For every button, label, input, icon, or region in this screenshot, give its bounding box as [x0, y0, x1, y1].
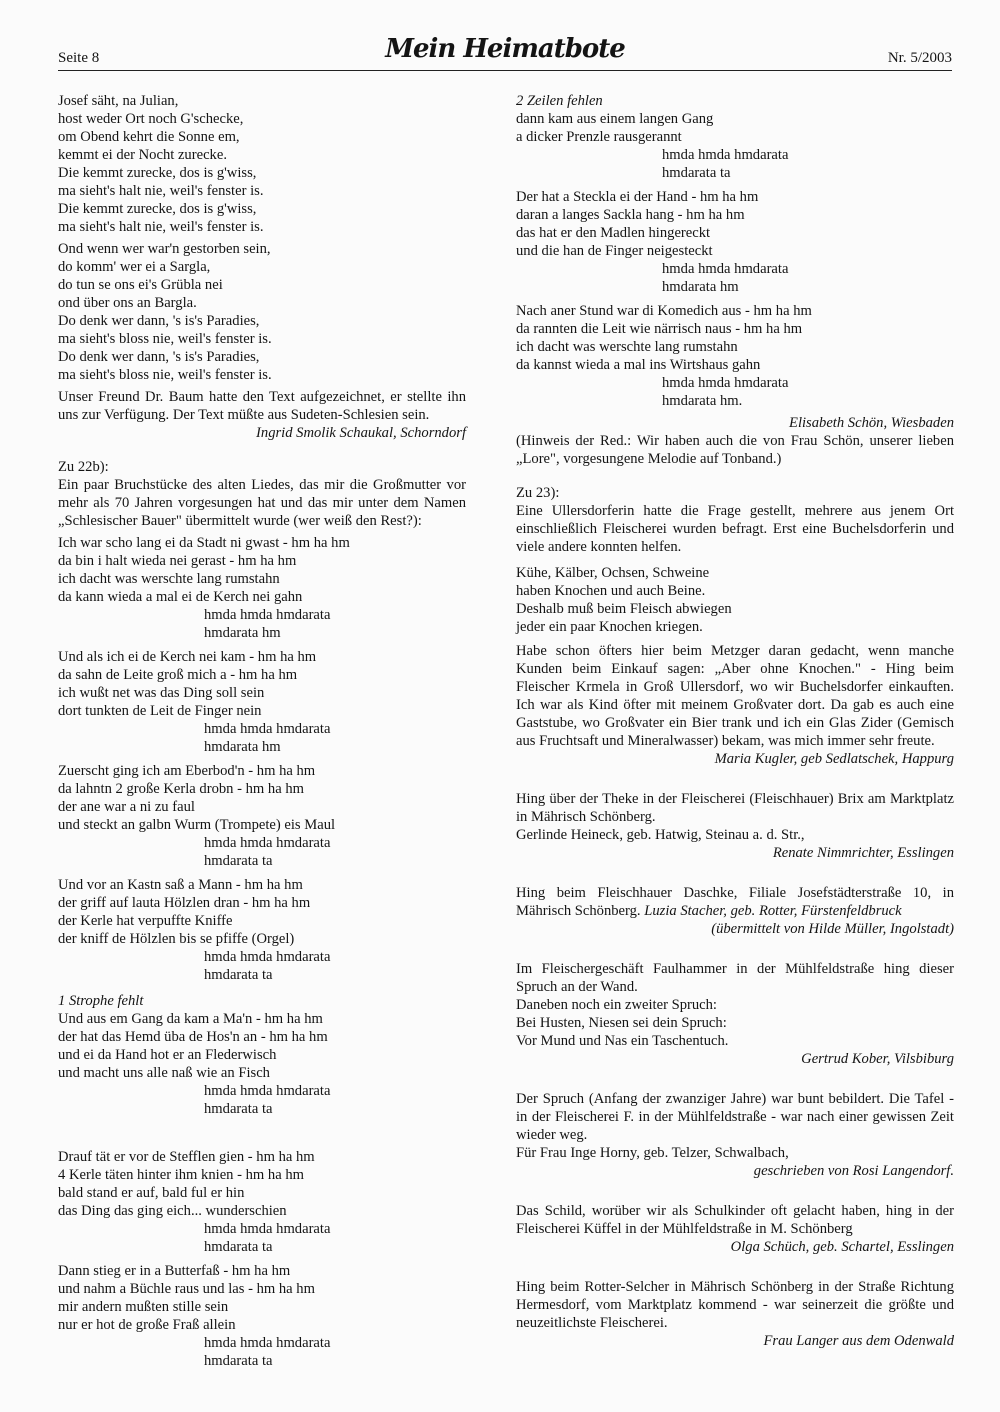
verse-line: dann kam aus einem langen Gang — [516, 111, 714, 127]
page-header — [58, 34, 952, 72]
issue-number: Nr. 5/2003 — [887, 50, 952, 66]
verse-line: mir andern mußten stille sein — [58, 1299, 229, 1315]
verse-line: da lahntn 2 große Kerla drobn - hm ha hm — [58, 781, 304, 797]
right-column — [516, 92, 954, 1350]
intro-text: Unser Freund Dr. Baum hatte den Text aufgezeichnet, er stellte ihn uns zur Verfügung. Der Text müßte aus Sudeten-Schlesien sein. — [58, 389, 466, 423]
gap-note-lines: 2 Zeilen fehlen — [516, 93, 603, 109]
verse-line: Ond wenn wer war'n gestorben sein, — [58, 241, 271, 257]
verse-line: ma sieht's halt nie, weil's fenster is. — [58, 183, 264, 199]
poem-stanza-1 — [58, 92, 466, 236]
verse-line: Und als ich ei de Kerch nei kam - hm ha hm — [58, 649, 317, 665]
verse-line: ma sieht's bloss nie, weil's fenster is. — [58, 367, 272, 383]
gap-note-strophe: 1 Strophe fehlt — [58, 993, 144, 1009]
verse-knochen — [516, 564, 954, 636]
verse-line: der griff auf lauta Hölzlen dran - hm ha hm — [58, 895, 311, 911]
refrain-line: hmdarata ta — [204, 853, 273, 869]
verse-line: der ane war a ni zu faul — [58, 799, 195, 815]
song-refrain-10 — [516, 374, 954, 410]
verse-line: Ich war scho lang ei da Stadt ni gwast - hm ha hm — [58, 535, 350, 551]
verse-line: da rannten die Leit wie närrisch naus - hm ha hm — [516, 321, 803, 337]
heading-22b: Zu 22b): — [58, 459, 109, 475]
refrain-line: hmdarata hm — [662, 279, 739, 295]
signature-langendorf: geschrieben von Rosi Langendorf. — [753, 1163, 954, 1179]
refrain-line: hmdarata ta — [662, 165, 731, 181]
verse-line: daran a langes Sackla hang - hm ha hm — [516, 207, 745, 223]
signature-nimmrichter: Renate Nimmrichter, Esslingen — [772, 845, 954, 861]
refrain-line: hmdarata ta — [204, 1101, 273, 1117]
verse-line: Bei Husten, Niesen sei dein Spruch: — [516, 1015, 727, 1031]
intro-22b: Ein paar Bruchstücke des alten Liedes, das mir die Großmutter vor mehr als 70 Jahren vorgesungen hat und das mir unter dem Namen „Schlesischer Bauer" übermittelt wurde (wer weiß den Rest?): — [58, 477, 466, 529]
left-column — [58, 92, 466, 1370]
faulhammer-text: Im Fleischergeschäft Faulhammer in der Mühlfeldstraße hing dieser Spruch an der Wand. — [516, 961, 954, 995]
signature-kugler: Maria Kugler, geb Sedlatschek, Happurg — [714, 751, 954, 767]
song-refrain-3 — [58, 834, 466, 870]
verse-line: host weder Ort noch G'schecke, — [58, 111, 244, 127]
daschke-body: Hing beim Fleischhauer Daschke, Filiale Josefstädterstraße 10, in Mährisch Schönberg. — [516, 885, 954, 919]
song-verse-5 — [58, 1010, 466, 1082]
verse-line: der Kerle hat verpuffte Kniffe — [58, 913, 233, 929]
refrain-line: hmda hmda hmdarata — [204, 1083, 331, 1099]
song-verse-7 — [58, 1262, 466, 1334]
kugler-text: Habe schon öfters hier beim Metzger daran gedacht, wenn manche Kunden beim Einkauf sagen: „Aber ohne Knochen." - Hing beim Fleischer Krmela in Groß Ullersdorf, wo wir Buchelsdorfer einkauften. Ich war als Kind öfter mit meinem Großvater dort. Da gab es auch eine Gaststube, wo Großvater ein Bier trank und ich ein Glas Zider (Gemisch aus Fruchtsaft und Mineralwasser) bekam, was mich immer sehr freute. — [516, 643, 954, 749]
verse-line: Deshalb muß beim Fleisch abwiegen — [516, 601, 732, 617]
refrain-line: hmda hmda hmdarata — [204, 1335, 331, 1351]
refrain-line: hmda hmda hmdarata — [662, 375, 789, 391]
song-verse-2 — [58, 648, 466, 720]
verse-line: Die kemmt zurecke, dos is g'wiss, — [58, 201, 257, 217]
verse-line: der hat das Hemd üba de Hos'n an - hm ha hm — [58, 1029, 328, 1045]
verse-line: Der hat a Steckla ei der Hand - hm ha hm — [516, 189, 759, 205]
verse-line: Josef säht, na Julian, — [58, 93, 179, 109]
brix-text: Hing über der Theke in der Fleischerei (Fleischhauer) Brix am Marktplatz in Mährisch Schönberg. — [516, 791, 954, 825]
verse-line: Zuerscht ging ich am Eberbod'n - hm ha hm — [58, 763, 316, 779]
refrain-line: hmdarata hm. — [662, 393, 743, 409]
editor-note: (Hinweis der Red.: Wir haben auch die von Frau Schön, unserer lieben „Lore", vorgesungene Melodie auf Tonband.) — [516, 433, 954, 467]
verse-line: und nahm a Büchle raus und las - hm ha hm — [58, 1281, 315, 1297]
signature-smolik: Ingrid Smolik Schaukal, Schorndorf — [256, 425, 466, 441]
verse-line: und steckt an galbn Wurm (Trompete) eis Maul — [58, 817, 336, 833]
verse-line: das Ding das ging eich... wunderschien — [58, 1203, 287, 1219]
verse-line: do tun se ons ei's Grübla nei — [58, 277, 223, 293]
verse-line: haben Knochen und auch Beine. — [516, 583, 706, 599]
verse-line: das hat er den Madlen hingereckt — [516, 225, 711, 241]
faulhammer-lines — [516, 996, 954, 1050]
signature-schoen: Elisabeth Schön, Wiesbaden — [789, 415, 954, 431]
verse-line: und die han de Finger neigesteckt — [516, 243, 713, 259]
song-refrain-8 — [516, 146, 954, 182]
refrain-line: hmda hmda hmdarata — [204, 607, 331, 623]
verse-line: und ei da Hand hot er an Flederwisch — [58, 1047, 277, 1063]
verse-line: ich dacht was werschte lang rumstahn — [516, 339, 738, 355]
verse-line: Drauf tät er vor de Stefflen gien - hm ha hm — [58, 1149, 315, 1165]
song-refrain-6 — [58, 1220, 466, 1256]
signature-mueller: (übermittelt von Hilde Müller, Ingolstadt) — [711, 921, 954, 937]
verse-line: Die kemmt zurecke, dos is g'wiss, — [58, 165, 257, 181]
verse-line: ich dacht was werschte lang rumstahn — [58, 571, 280, 587]
song-refrain-2 — [58, 720, 466, 756]
page-number: Seite 8 — [58, 50, 100, 66]
refrain-line: hmda hmda hmdarata — [662, 147, 789, 163]
song-refrain-9 — [516, 260, 954, 296]
song-refrain-1 — [58, 606, 466, 642]
song-verse-10 — [516, 302, 954, 374]
verse-line: Do denk wer dann, 's is's Paradies, — [58, 349, 260, 365]
verse-line: Und vor an Kastn saß a Mann - hm ha hm — [58, 877, 303, 893]
refrain-line: hmda hmda hmdarata — [204, 721, 331, 737]
verse-line: Nach aner Stund war di Komedich aus - hm ha hm — [516, 303, 812, 319]
song-verse-3 — [58, 762, 466, 834]
song-refrain-4 — [58, 948, 466, 984]
verse-line: om Obend kehrt die Sonne em, — [58, 129, 240, 145]
signature-kober: Gertrud Kober, Vilsbiburg — [801, 1051, 954, 1067]
verse-line: do komm' wer ei a Sargla, — [58, 259, 211, 275]
refrain-line: hmdarata ta — [204, 967, 273, 983]
song-refrain-5 — [58, 1082, 466, 1118]
horny-line: Für Frau Inge Horny, geb. Telzer, Schwalbach, — [516, 1145, 789, 1161]
refrain-line: hmda hmda hmdarata — [204, 1221, 331, 1237]
signature-stacher: Luzia Stacher, geb. Rotter, Fürstenfeldbruck — [644, 903, 902, 919]
refrain-line: hmdarata ta — [204, 1353, 273, 1369]
refrain-line: hmda hmda hmdarata — [662, 261, 789, 277]
masthead-logo: Mein Heimatbote — [385, 34, 625, 64]
verse-line: 4 Kerle täten hinter ihm knien - hm ha hm — [58, 1167, 304, 1183]
song-verse-1 — [58, 534, 466, 606]
signature-schuech: Olga Schüch, geb. Schartel, Esslingen — [730, 1239, 954, 1255]
verse-line: dort tunkten de Leit de Finger nein — [58, 703, 262, 719]
verse-line: Do denk wer dann, 's is's Paradies, — [58, 313, 260, 329]
verse-line: Kühe, Kälber, Ochsen, Schweine — [516, 565, 710, 581]
song-verse-8 — [516, 110, 954, 146]
verse-line: jeder ein paar Knochen kriegen. — [516, 619, 703, 635]
verse-line: ma sieht's bloss nie, weil's fenster is. — [58, 331, 272, 347]
verse-line: Dann stieg er in a Butterfaß - hm ha hm — [58, 1263, 291, 1279]
verse-line: ich wußt net was das Ding soll sein — [58, 685, 265, 701]
verse-line: und macht uns alle naß wie an Fisch — [58, 1065, 270, 1081]
rotter-text: Hing beim Rotter-Selcher in Mährisch Schönberg in der Straße Richtung Hermesdorf, vom Marktplatz kommend - war seinerzeit die größte und neuzeitlichste Fleischerei. — [516, 1279, 954, 1331]
verse-line: kemmt ei der Nocht zurecke. — [58, 147, 227, 163]
verse-line: bald stand er auf, bald ful er hin — [58, 1185, 245, 1201]
refrain-line: hmdarata hm — [204, 625, 281, 641]
verse-line: Und aus em Gang da kam a Ma'n - hm ha hm — [58, 1011, 323, 1027]
verse-line: da sahn de Leite groß mich a - hm ha hm — [58, 667, 298, 683]
heineck-line: Gerlinde Heineck, geb. Hatwig, Steinau a. d. Str., — [516, 827, 805, 843]
song-refrain-7 — [58, 1334, 466, 1370]
poem-stanza-2 — [58, 240, 466, 384]
song-verse-4 — [58, 876, 466, 948]
refrain-line: hmda hmda hmdarata — [204, 949, 331, 965]
verse-line: da kannst wieda a mal ins Wirtshaus gahn — [516, 357, 761, 373]
verse-line: da kann wieda a mal ei de Kerch nei gahn — [58, 589, 303, 605]
verse-line: Vor Mund und Nas ein Taschentuch. — [516, 1033, 729, 1049]
intro-23: Eine Ullersdorferin hatte die Frage gestellt, mehrere aus jenem Ort einschließlich Fleischerei wurden befragt. Erst eine Buchelsdorferin und viele andere konnten helfen. — [516, 503, 954, 555]
refrain-line: hmdarata ta — [204, 1239, 273, 1255]
refrain-line: hmda hmda hmdarata — [204, 835, 331, 851]
signature-langer: Frau Langer aus dem Odenwald — [763, 1333, 954, 1349]
verse-line: da bin i halt wieda nei gerast - hm ha hm — [58, 553, 297, 569]
verse-line: der kniff de Hölzlen bis se pfiffe (Orgel) — [58, 931, 295, 947]
verse-line: ond über ons an Bargla. — [58, 295, 197, 311]
heading-23: Zu 23): — [516, 485, 560, 501]
song-verse-6 — [58, 1148, 466, 1220]
schild-text: Das Schild, worüber wir als Schulkinder oft gelacht haben, hing in der Fleischerei Küffel in der Mühlfeldstraße in M. Schönberg — [516, 1203, 954, 1237]
verse-line: Daneben noch ein zweiter Spruch: — [516, 997, 717, 1013]
daschke-text — [516, 884, 954, 920]
header-rule — [58, 70, 952, 71]
song-verse-9 — [516, 188, 954, 260]
verse-line: nur er hot de große Fraß allein — [58, 1317, 236, 1333]
spruch-text: Der Spruch (Anfang der zwanziger Jahre) war bunt bebildert. Die Tafel - in der Fleischerei F. in der Mühlfeldstraße - war nach einer gewissen Zeit wieder weg. — [516, 1091, 954, 1143]
verse-line: a dicker Prenzle rausgerannt — [516, 129, 682, 145]
verse-line: ma sieht's halt nie, weil's fenster is. — [58, 219, 264, 235]
refrain-line: hmdarata hm — [204, 739, 281, 755]
